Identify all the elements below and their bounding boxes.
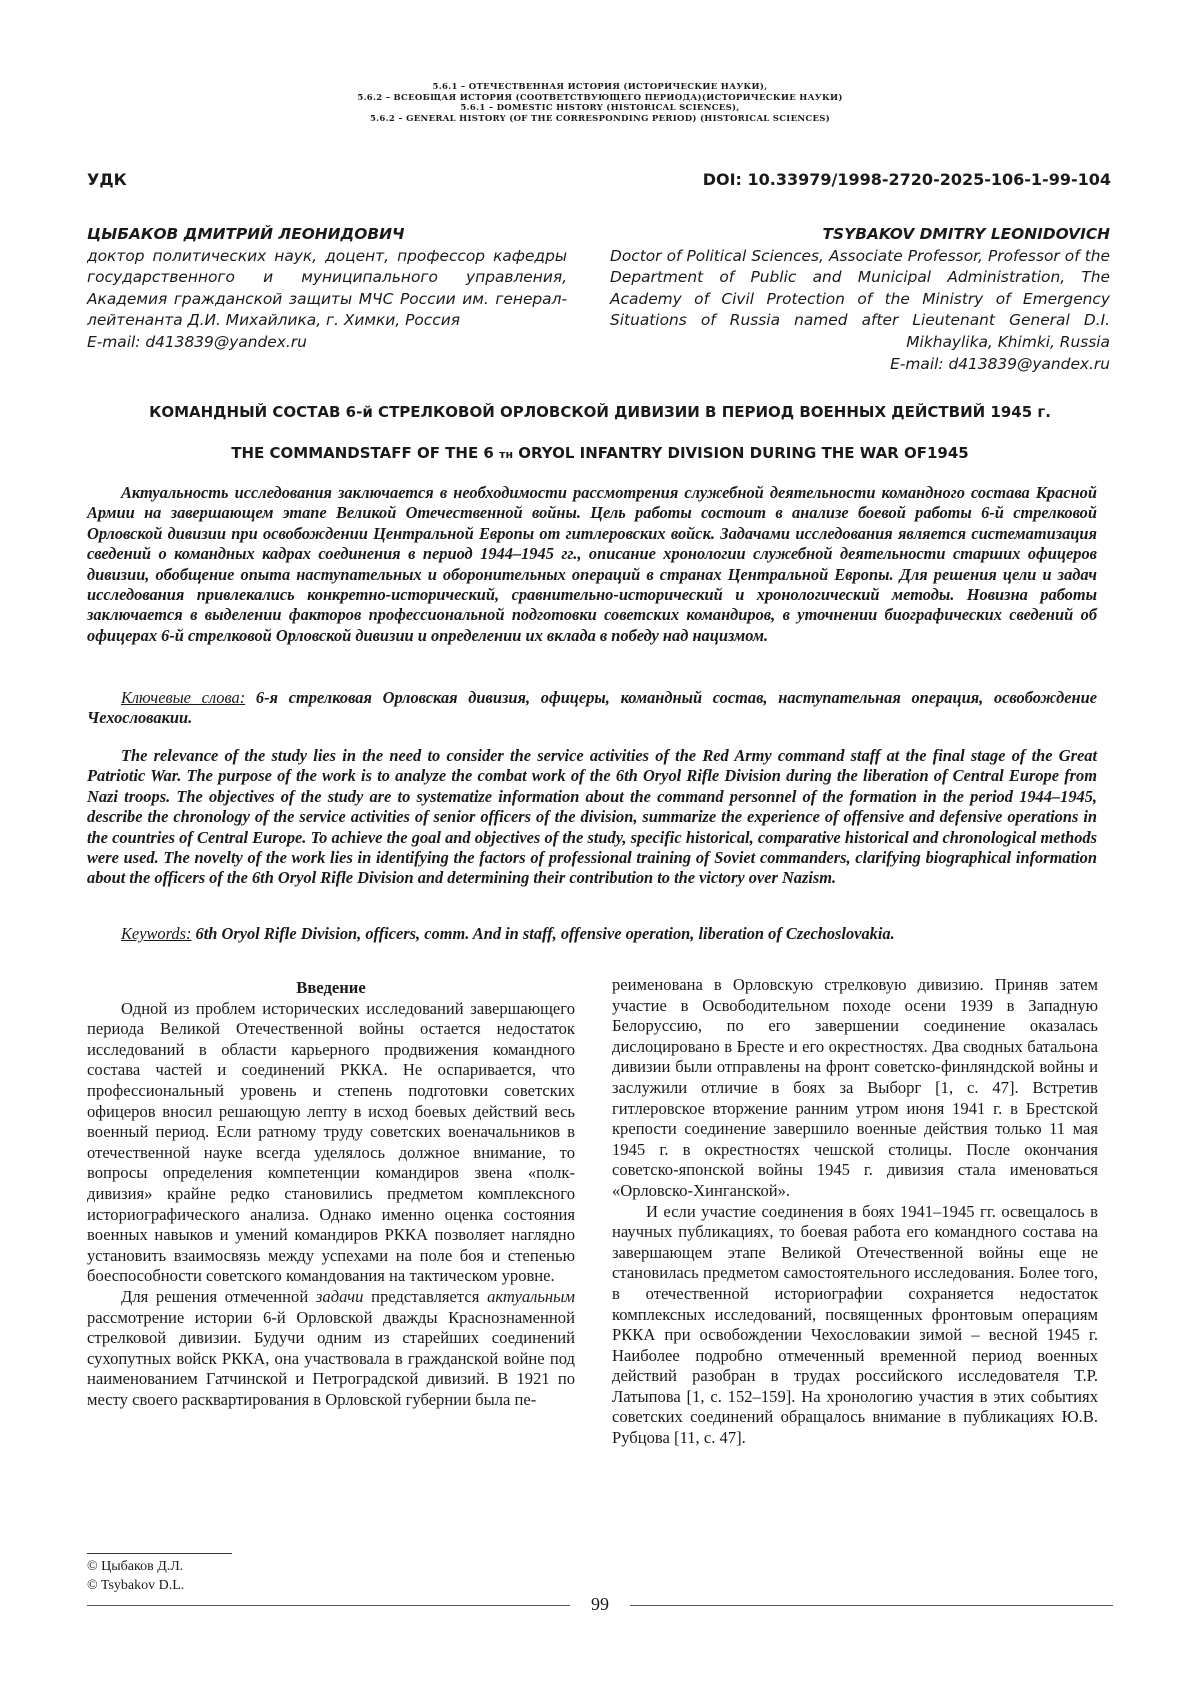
author-block-en — [610, 224, 1110, 375]
footnote-rule — [87, 1553, 232, 1554]
author-affiliation-en-end: Mikhaylika, Khimki, Russia — [906, 332, 1110, 351]
copyright-ru: © Цыбаков Д.Л. — [87, 1559, 184, 1574]
article-title-en — [87, 444, 1113, 462]
author-block-ru — [87, 224, 567, 354]
body-paragraph — [87, 1287, 575, 1411]
author-email-en: E-mail: d413839@yandex.ru — [890, 354, 1110, 373]
text-run: Для решения отмеченной — [121, 1286, 316, 1306]
body-column-left — [87, 978, 575, 1410]
doi-label: DOI: 10.33979/1998-2720-2025-106-1-99-104 — [702, 170, 1111, 189]
keywords-label-ru: Ключевые слова: — [121, 688, 246, 707]
copyright-en: © Tsybakov D.L. — [87, 1578, 185, 1593]
abstract-en: The relevance of the study lies in the need to consider the service activities of the Red Army command staff at the final stage of the Great Patriotic War. The purpose of the work is to analyze the combat work of the 6th Oryol Rifle Division during the liberation of Central Europe from Nazi troops. The objectives of the study are to systematize information about the command personnel of the formation in the period 1944–1945, describe the chronology of the service activities of senior officers of the division, summarize the experience of offensive and defensive operations in the countries of Central Europe. To achieve the goal and objectives of the study, specific historical, comparative historical and chronological methods were used. The novelty of the work lies in identifying the factors of professional training of Soviet commanders, clarifying biographical information about the officers of the 6th Oryol Rifle Division and determining their contribution to the victory over Nazism. — [87, 746, 1097, 888]
text-run: рассмотрение истории 6-й Орловской дважды Краснознаменной стрелковой дивизии. Будучи одним из старейших соединений сухопутных войск РККА, она участвовала в гражданской войне под наименованием Гатчинской и Петроградской дивизий. В 1921 по месту своего расквартирования в Орловской губернии была пе- — [87, 1307, 575, 1409]
section-heading: Введение — [296, 978, 366, 997]
title-en-superscript: тн — [499, 448, 514, 461]
author-name-en: TSYBAKOV DMITRY LEONIDOVICH — [822, 225, 1110, 243]
author-affiliation-ru: доктор политических наук, доцент, профессор кафедры государственного и муниципального управления, Академия гражданской защиты МЧС России им. генерал-лейтенанта Д.И. Михайлика, г. Химки, Россия — [87, 246, 567, 330]
rubric-header — [0, 82, 1200, 124]
body-paragraph: реименована в Орловскую стрелковую дивизию. Приняв затем участие в Освободительном походе осени 1939 в Западную Белоруссию, по его завершении соединение оказалась дислоцировано в Бресте и его окрестностях. Два сводных батальона дивизии были отправлены на фронт советско-финляндской войны и заслужили отличие в боях за Выборг [1, с. 47]. Встретив гитлеровское вторжение ранним утром июня 1941 г. в Брестской крепости соединение завершило военные действия только 11 мая 1945 г. в окрестностях чешской столицы. После окончания советско-японской войны 1945 г. дивизия стала именоваться «Орловско-Хинганской». — [612, 975, 1098, 1200]
rubric-line: 5.6.2 – ВСЕОБЩАЯ ИСТОРИЯ (СООТВЕТСТВУЮЩЕГО ПЕРИОДА)(ИСТОРИЧЕСКИЕ НАУКИ) — [357, 92, 843, 103]
author-email-ru: E-mail: d413839@yandex.ru — [87, 332, 307, 351]
rubric-line: 5.6.1 – ОТЕЧЕСТВЕННАЯ ИСТОРИЯ (ИСТОРИЧЕСКИЕ НАУКИ), — [432, 82, 768, 92]
udk-label: УДК — [87, 170, 127, 189]
rubric-line: 5.6.2 – GENERAL HISTORY (OF THE CORRESPONDING PERIOD) (HISTORICAL SCIENCES) — [369, 113, 831, 124]
body-paragraph: Одной из проблем исторических исследований завершающего периода Великой Отечественной войны остается недостаток исследований в области карьерного продвижения командного состава частей и соединений РККА. Не оспаривается, что профессиональный уровень и степень подготовки советских офицеров вносил решающую лепту в исход боевых действий весь военный период. Если ратному труду советских военачальников в отечественной науке всегда уделялось должное внимание, то вопросы определения компетенции командиров звена «полк-дивизия» крайне редко становились предметом комплексного историографического анализа. Однако именно оценка состояния военных навыков и умений командиров РККА позволяет наглядно установить взаимосвязь между успехами на поле боя и степенью боеспособности советского командования на тактическом уровне. — [87, 998, 575, 1286]
text-run-italic: задачи — [315, 1286, 364, 1306]
keywords-label-en: Keywords: — [121, 924, 192, 943]
author-name-ru: ЦЫБАКОВ ДМИТРИЙ ЛЕОНИДОВИЧ — [87, 225, 405, 243]
author-affiliation-en: Doctor of Political Sciences, Associate Professor, Professor of the Department of Public and Municipal Administration, The Academy of Civil Protection of the Ministry of Emergency Situations of Russia named after Lieutenant General D.I. — [610, 246, 1110, 330]
article-title-ru: КОМАНДНЫЙ СОСТАВ 6-й СТРЕЛКОВОЙ ОРЛОВСКОЙ ДИВИЗИИ В ПЕРИОД ВОЕННЫХ ДЕЙСТВИЙ 1945 г. — [149, 403, 1051, 421]
title-en-part: THE COMMANDSTAFF OF THE 6 — [231, 444, 500, 462]
title-en-part: ORYOL INFANTRY DIVISION DURING THE WAR OF1945 — [513, 444, 969, 462]
keywords-ru — [87, 688, 1097, 729]
page-number: 99 — [591, 1594, 609, 1614]
text-run-italic: актуальным — [487, 1286, 575, 1306]
body-column-right — [612, 975, 1098, 1449]
keywords-text-en: 6th Oryol Rifle Division, officers, comm. And in staff, offensive operation, liberation of Czechoslovakia. — [191, 924, 895, 943]
body-paragraph: И если участие соединения в боях 1941–1945 гг. освещалось в научных публикациях, то боевая работа его командного состава на завершающем этапе Великой Отечественной войны еще не становилась предметом самостоятельного исследования. Более того, в отечественной историографии сохраняется недостаток комплексных исследований, посвященных фронтовым операциям РККА при освобождении Чехословакии зимой – весной 1945 г. Наиболее подробно отмеченный временной период военных действий разобран в трудах российского исследователя Т.Р. Латыпова [1, с. 152–159]. На хронологию участия в этих событиях советских соединений обращалось внимание в публикациях Ю.В. Рубцова [11, с. 47]. — [612, 1201, 1098, 1448]
rubric-line: 5.6.1 – DOMESTIC HISTORY (HISTORICAL SCIENCES), — [460, 103, 740, 113]
keywords-text-ru: 6-я стрелковая Орловская дивизия, офицеры, командный состав, наступательная операция, освобождение Чехословакии. — [87, 688, 1097, 728]
text-run: представляется — [363, 1286, 488, 1306]
abstract-ru: Актуальность исследования заключается в необходимости рассмотрения служебной деятельности командного состава Красной Армии на завершающем этапе Великой Отечественной войны. Цель работы состоит в анализе боевой работы 6-й стрелковой Орловской дивизии при освобождении Центральной Европы от гитлеровских войск. Задачами исследования является систематизация сведений о командных кадрах соединения в период 1944–1945 гг., описание хронологии служебной деятельности старших офицеров дивизии, обобщение опыта наступательных и оборонительных операций в странах Центральной Европы. Для решения цели и задач исследования привлекались конкретно-исторический, сравнительно-исторический и хронологический методы. Новизна работы заключается в выделении факторов профессиональной подготовки советских командиров, в уточнении биографических сведений об офицерах 6-й стрелковой Орловской дивизии и определении их вклада в победу над нацизмом. — [87, 483, 1097, 645]
keywords-en — [87, 924, 1097, 944]
